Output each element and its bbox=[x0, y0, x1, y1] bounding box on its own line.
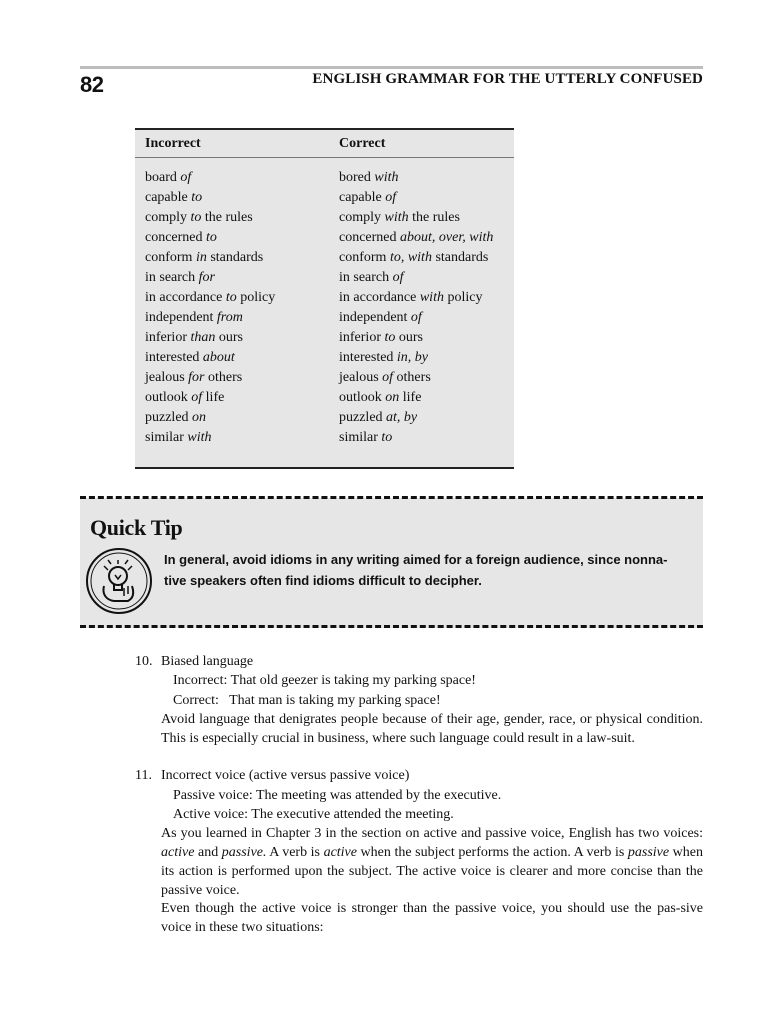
correct-cell bbox=[339, 350, 428, 366]
cell-text-tail: standards bbox=[431, 250, 489, 265]
p1-text-c: and bbox=[194, 845, 222, 860]
item-10-number: 10. bbox=[135, 654, 153, 669]
incorrect-cell bbox=[145, 270, 215, 286]
cell-preposition: for bbox=[198, 270, 215, 285]
cell-text: similar bbox=[145, 430, 188, 445]
cell-text: capable bbox=[339, 190, 386, 205]
correct-cell bbox=[339, 170, 399, 186]
p1-em-passive-2: passive bbox=[627, 845, 670, 860]
cell-preposition: with bbox=[384, 210, 409, 225]
incorrect-cell bbox=[145, 170, 191, 186]
item-10-title bbox=[135, 652, 253, 671]
cell-preposition: at, by bbox=[386, 410, 418, 425]
cell-preposition: with bbox=[374, 170, 399, 185]
lightbulb-hand-icon bbox=[84, 546, 154, 616]
cell-preposition: with bbox=[187, 430, 212, 445]
tip-bottom-dashes bbox=[80, 625, 703, 628]
item-11-paragraph-1 bbox=[161, 824, 703, 900]
cell-text-tail: standards bbox=[206, 250, 264, 265]
cell-text-tail: policy bbox=[236, 290, 276, 305]
p1-em-active-2: active bbox=[323, 845, 357, 860]
correct-cell bbox=[339, 310, 422, 326]
cell-text: conform bbox=[145, 250, 196, 265]
cell-text: concerned bbox=[339, 230, 401, 245]
item-10-paragraph: Avoid language that denigrates people because of their age, gender, race, or physical condition. This is especially crucial in business, where such language could result in a law-suit. bbox=[161, 712, 703, 746]
cell-preposition: of bbox=[392, 270, 404, 285]
cell-text-tail: the rules bbox=[408, 210, 460, 225]
item-11-heading: Incorrect voice (active versus passive voice) bbox=[161, 768, 410, 783]
p1-em-passive: passive. bbox=[221, 845, 267, 860]
cell-text-tail: policy bbox=[443, 290, 483, 305]
cell-preposition: to bbox=[191, 190, 203, 205]
cell-text: similar bbox=[339, 430, 382, 445]
p1-text-a: As you learned in Chapter 3 in the section on active and passive voice, English has two voices: bbox=[161, 826, 703, 841]
correct-cell bbox=[339, 230, 493, 246]
incorrect-cell bbox=[145, 350, 235, 366]
correct-cell bbox=[339, 430, 392, 446]
cell-text: jealous bbox=[339, 370, 383, 385]
cell-text: inferior bbox=[339, 330, 385, 345]
correct-cell bbox=[339, 210, 460, 226]
incorrect-cell bbox=[145, 330, 243, 346]
page-number: 82 bbox=[80, 72, 104, 97]
correct-cell bbox=[339, 370, 431, 386]
cell-text: comply bbox=[145, 210, 191, 225]
table-row bbox=[135, 370, 514, 390]
cell-preposition: on bbox=[385, 390, 400, 405]
table-row bbox=[135, 210, 514, 230]
incorrect-cell bbox=[145, 230, 217, 246]
cell-preposition: of bbox=[382, 370, 394, 385]
cell-text-tail: ours bbox=[215, 330, 243, 345]
p1-text-g: when the subject performs the action. A verb is bbox=[356, 845, 628, 860]
p1-text-e: A verb is bbox=[266, 845, 324, 860]
cell-preposition: with bbox=[419, 290, 444, 305]
table-row bbox=[135, 330, 514, 350]
cell-preposition: to bbox=[190, 210, 202, 225]
cell-preposition: from bbox=[216, 310, 243, 325]
col-incorrect-header: Incorrect bbox=[145, 136, 201, 151]
cell-preposition: in, by bbox=[396, 350, 429, 365]
table-body bbox=[135, 170, 514, 450]
cell-text: board bbox=[145, 170, 181, 185]
item-11-example-2: Active voice: The executive attended the meeting. bbox=[173, 807, 454, 822]
incorrect-cell bbox=[145, 210, 253, 226]
item-10-heading: Biased language bbox=[161, 654, 254, 669]
cell-text: conform bbox=[339, 250, 390, 265]
correct-cell bbox=[339, 270, 404, 286]
table-row bbox=[135, 270, 514, 290]
cell-preposition: to bbox=[225, 290, 237, 305]
cell-preposition: to bbox=[384, 330, 396, 345]
cell-text-tail: others bbox=[393, 370, 431, 385]
table-header bbox=[135, 130, 514, 158]
cell-text: independent bbox=[339, 310, 411, 325]
incorrect-cell bbox=[145, 390, 224, 406]
item-11-number: 11. bbox=[135, 768, 152, 783]
table-row bbox=[135, 350, 514, 370]
cell-text-tail: life bbox=[399, 390, 422, 405]
header-rule bbox=[80, 66, 703, 69]
cell-text: outlook bbox=[145, 390, 192, 405]
cell-preposition: for bbox=[188, 370, 205, 385]
cell-preposition: than bbox=[190, 330, 216, 345]
col-correct-header: Correct bbox=[339, 136, 386, 151]
incorrect-cell bbox=[145, 430, 212, 446]
correct-cell bbox=[339, 250, 488, 266]
incorrect-cell bbox=[145, 370, 242, 386]
cell-text: puzzled bbox=[339, 410, 387, 425]
item-11-example-1: Passive voice: The meeting was attended by the executive. bbox=[173, 788, 502, 803]
cell-preposition: about, over, with bbox=[400, 230, 494, 245]
cell-text: in accordance bbox=[339, 290, 420, 305]
cell-preposition: in bbox=[195, 250, 207, 265]
item-10-example-2: Correct: That man is taking my parking space! bbox=[173, 693, 441, 708]
quick-tip-title: Quick Tip bbox=[90, 515, 183, 540]
incorrect-cell bbox=[145, 190, 202, 206]
item-10-example-1: Incorrect: That old geezer is taking my parking space! bbox=[173, 673, 476, 688]
table-row bbox=[135, 190, 514, 210]
table-row bbox=[135, 310, 514, 330]
cell-text: in accordance bbox=[145, 290, 226, 305]
incorrect-cell bbox=[145, 290, 275, 306]
cell-text: capable bbox=[145, 190, 192, 205]
cell-text: outlook bbox=[339, 390, 386, 405]
quick-tip-text bbox=[164, 549, 692, 591]
cell-text: interested bbox=[339, 350, 397, 365]
p1-em-active: active bbox=[161, 845, 195, 860]
cell-text: independent bbox=[145, 310, 217, 325]
cell-preposition: about bbox=[202, 350, 235, 365]
correct-cell bbox=[339, 390, 421, 406]
cell-text: comply bbox=[339, 210, 385, 225]
table-row bbox=[135, 170, 514, 190]
item-11-paragraph-2: Even though the active voice is stronger than the passive voice, you should use the pas-sive voice in these two situations: bbox=[161, 901, 703, 935]
cell-preposition: to bbox=[206, 230, 217, 245]
correct-cell bbox=[339, 330, 423, 346]
idiom-table bbox=[135, 128, 514, 469]
tip-line-1: In general, avoid idioms in any writing aimed for a foreign audience, since nonna- bbox=[164, 552, 668, 567]
table-row bbox=[135, 230, 514, 250]
cell-preposition: on bbox=[192, 410, 207, 425]
cell-preposition: of bbox=[385, 190, 397, 205]
cell-preposition: of bbox=[410, 310, 422, 325]
incorrect-cell bbox=[145, 310, 243, 326]
table-row bbox=[135, 290, 514, 310]
cell-text-tail: others bbox=[204, 370, 243, 385]
correct-cell bbox=[339, 410, 417, 426]
cell-text-tail: ours bbox=[395, 330, 423, 345]
incorrect-cell bbox=[145, 250, 263, 266]
cell-preposition: to, with bbox=[389, 250, 432, 265]
tip-line-2: tive speakers often find idioms difficult to decipher. bbox=[164, 573, 482, 588]
cell-text: interested bbox=[145, 350, 203, 365]
cell-preposition: to bbox=[381, 430, 393, 445]
cell-text: bored bbox=[339, 170, 375, 185]
table-row bbox=[135, 430, 514, 450]
tip-top-dashes bbox=[80, 496, 703, 499]
cell-text: in search bbox=[145, 270, 199, 285]
cell-preposition: of bbox=[191, 390, 203, 405]
table-row bbox=[135, 250, 514, 270]
table-row bbox=[135, 410, 514, 430]
correct-cell bbox=[339, 190, 396, 206]
item-11-title bbox=[135, 766, 409, 785]
incorrect-cell bbox=[145, 410, 206, 426]
cell-text-tail: the rules bbox=[201, 210, 253, 225]
cell-preposition: of bbox=[180, 170, 192, 185]
table-row bbox=[135, 390, 514, 410]
cell-text: jealous bbox=[145, 370, 189, 385]
cell-text: in search bbox=[339, 270, 393, 285]
running-title: ENGLISH GRAMMAR FOR THE UTTERLY CONFUSED bbox=[312, 71, 703, 87]
cell-text-tail: life bbox=[202, 390, 225, 405]
p1-text-i: when its action is performed upon the subject. The active voice is clearer and more concise than the passive voice. bbox=[161, 845, 704, 898]
cell-text: inferior bbox=[145, 330, 191, 345]
cell-text: concerned bbox=[145, 230, 207, 245]
correct-cell bbox=[339, 290, 482, 306]
cell-text: puzzled bbox=[145, 410, 193, 425]
